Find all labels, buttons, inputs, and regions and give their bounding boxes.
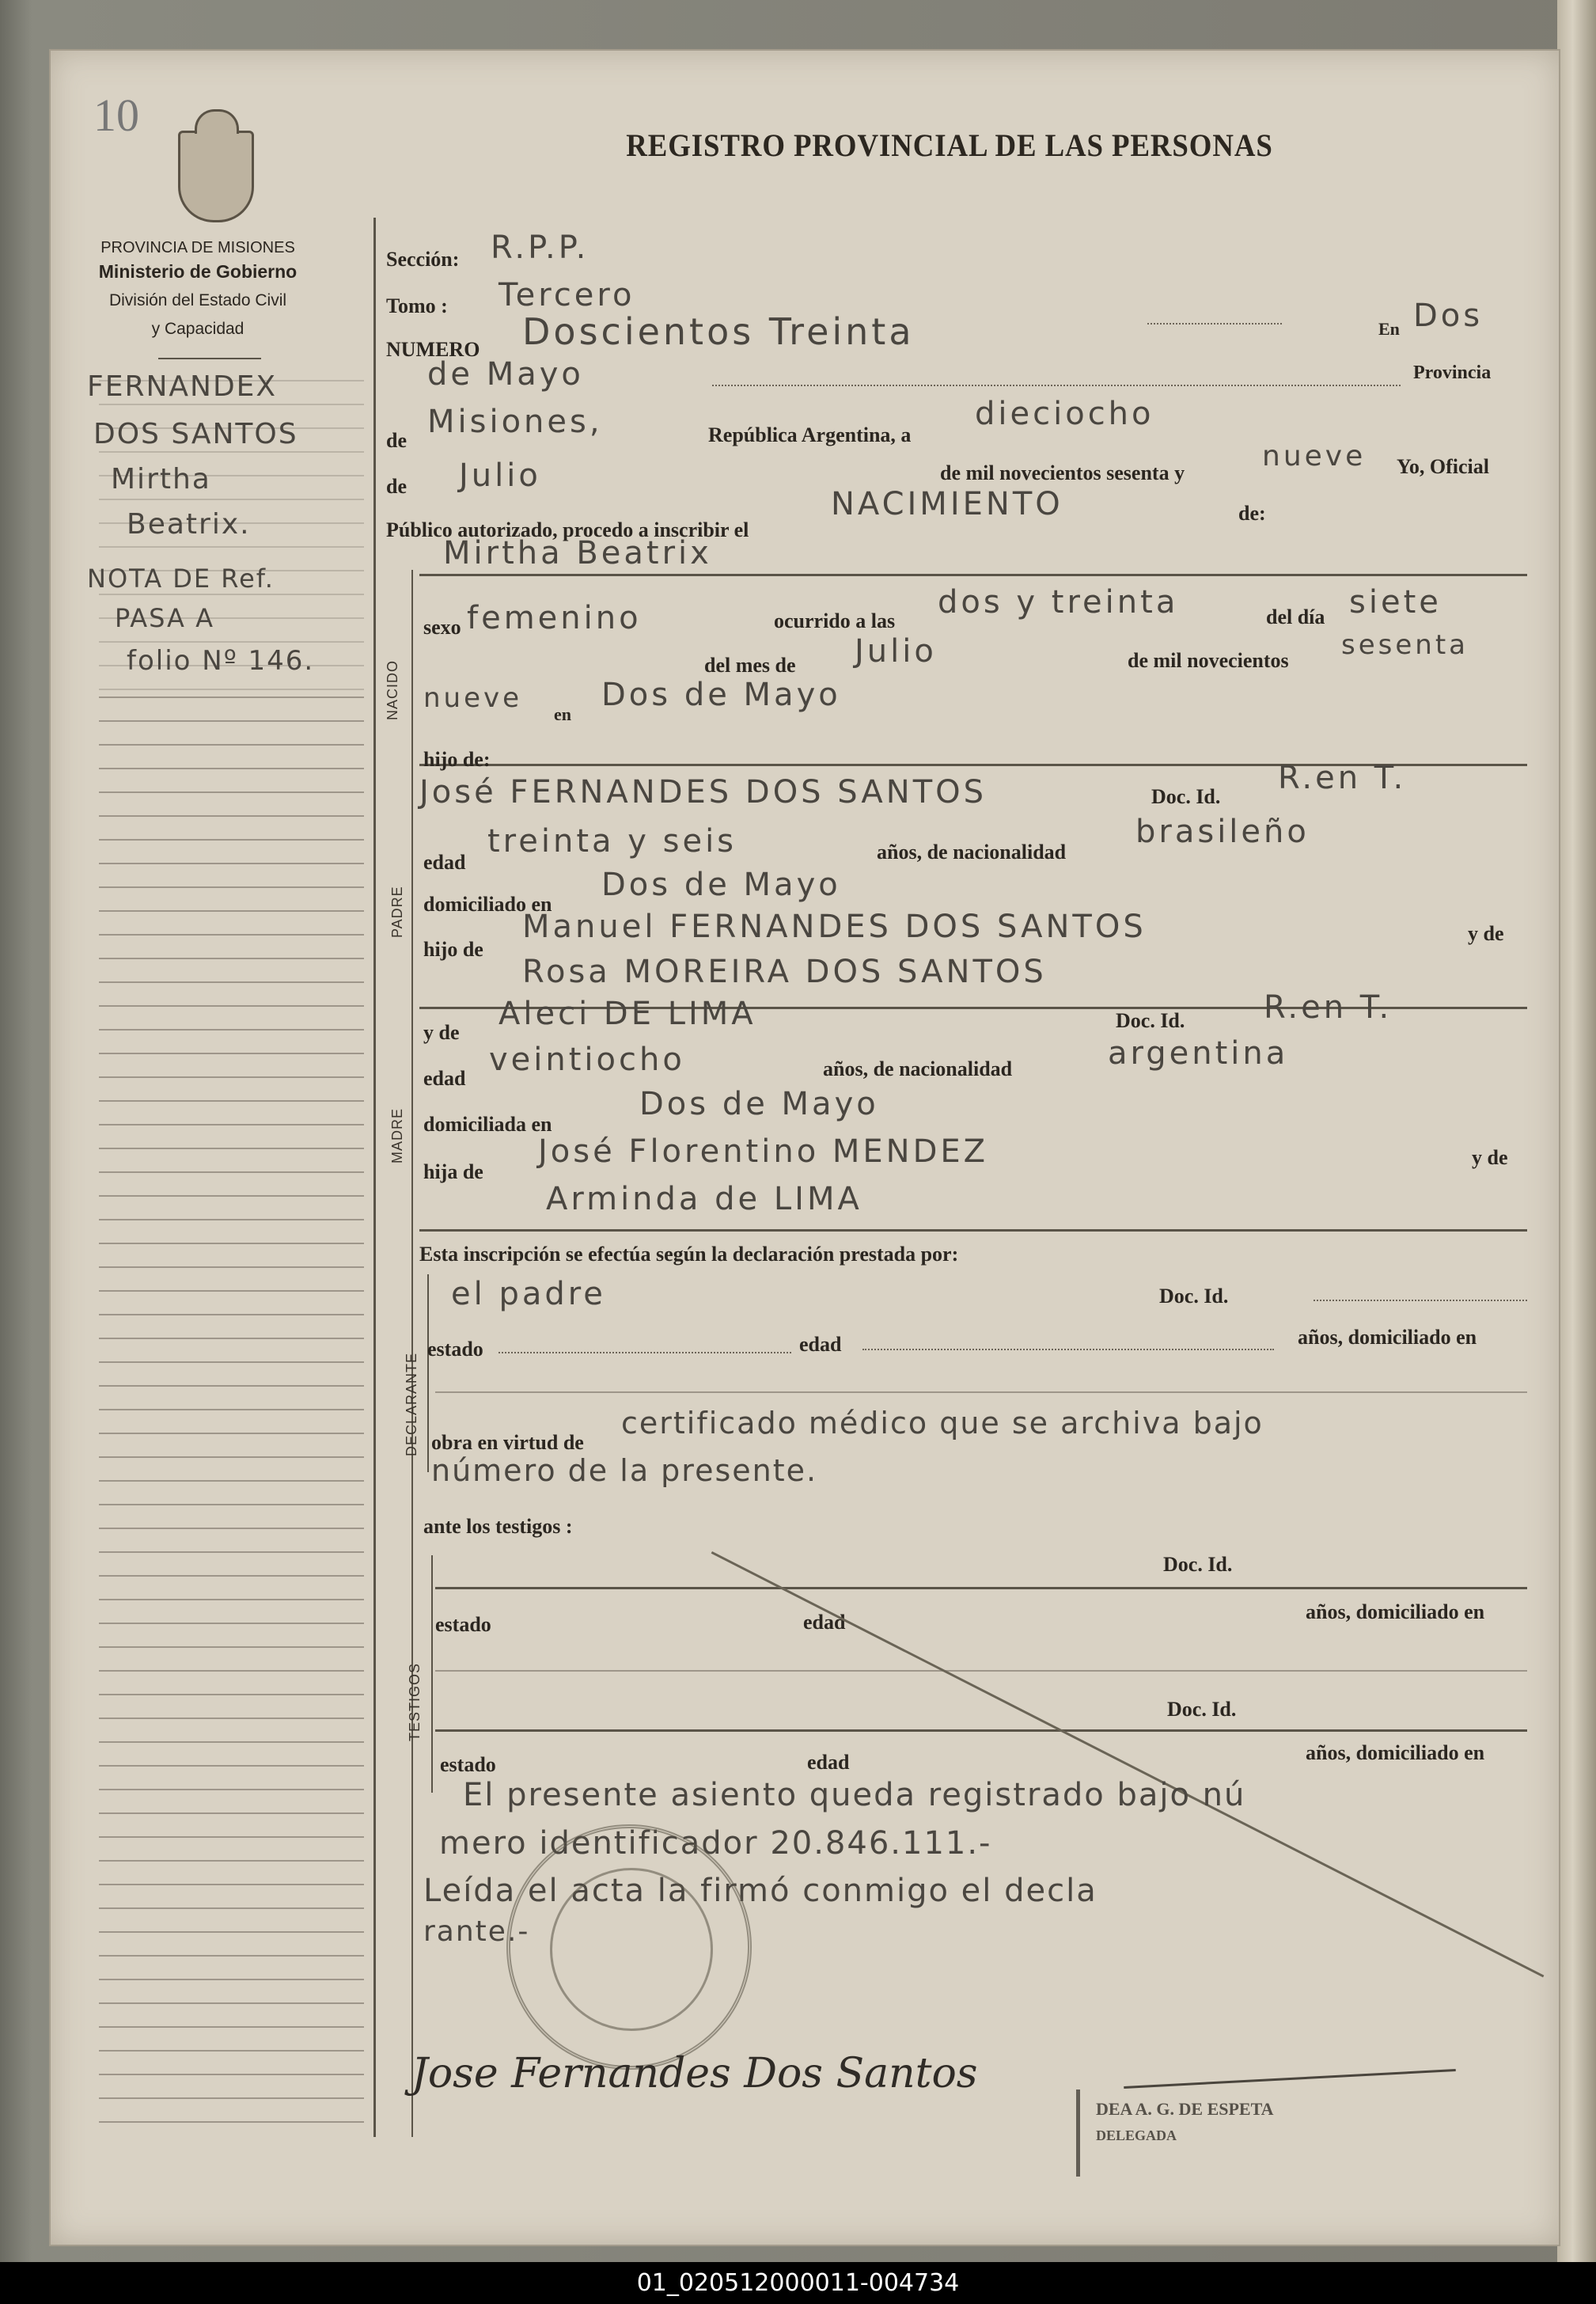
value-padre-doc: R.en T. xyxy=(1278,760,1407,796)
margin-rule-line xyxy=(99,1646,364,1648)
label-provincia: Provincia xyxy=(1413,362,1492,383)
margin-rule-line xyxy=(99,1338,364,1339)
margin-rule-line xyxy=(99,1765,364,1767)
margin-rule-line xyxy=(99,1480,364,1482)
label-del-dia: del día xyxy=(1266,605,1325,628)
margin-rule-line xyxy=(99,1456,364,1458)
divider xyxy=(158,358,261,359)
value-dia: dieciocho xyxy=(975,396,1154,432)
section-line xyxy=(435,1729,1527,1732)
province-name: PROVINCIA DE MISIONES xyxy=(100,239,295,256)
value-madre-doc: R.en T. xyxy=(1264,989,1393,1026)
value-abuelo-m: José Florentino MENDEZ xyxy=(538,1133,989,1170)
margin-rule-line xyxy=(99,1385,364,1387)
label-estado: estado xyxy=(427,1338,483,1361)
margin-rule-line xyxy=(99,1812,364,1814)
margin-rule-line xyxy=(99,1694,364,1695)
margin-rule-line xyxy=(99,910,364,912)
margin-rule-line xyxy=(99,499,364,500)
margin-rule-line xyxy=(99,1718,364,1719)
signature: Jose Fernandes Dos Santos xyxy=(411,2050,978,2097)
margin-rule-line xyxy=(99,1575,364,1577)
side-label-padre: PADRE xyxy=(389,886,405,938)
margin-rule-line xyxy=(99,2026,364,2028)
label-domiciliada: domiciliada en xyxy=(423,1113,552,1136)
margin-rule-line xyxy=(99,1148,364,1149)
label-y-de-3: y de xyxy=(1472,1146,1508,1169)
value-de-mayo: de Mayo xyxy=(427,356,584,393)
label-de-3: de: xyxy=(1238,502,1266,525)
margin-rule-line xyxy=(99,2002,364,2004)
margin-rule-line xyxy=(99,720,364,722)
label-estado-3: estado xyxy=(440,1753,496,1776)
value-madre: Aleci DE LIMA xyxy=(499,996,756,1032)
value-madre-dom: Dos de Mayo xyxy=(639,1086,879,1122)
label-anos-dom: años, domiciliado en xyxy=(1298,1326,1477,1349)
label-edad-4: edad xyxy=(803,1611,846,1634)
label-anos-nac: años, de nacionalidad xyxy=(877,841,1067,864)
margin-rule-line xyxy=(99,2050,364,2052)
margin-rule-line xyxy=(99,1907,364,1909)
section-line xyxy=(419,1229,1527,1232)
margin-rule-line xyxy=(99,2074,364,2075)
value-numero: Doscientos Treinta xyxy=(522,310,915,353)
margin-rule-line xyxy=(99,1623,364,1624)
section-divider xyxy=(431,1555,433,1793)
label-edad-5: edad xyxy=(807,1751,850,1774)
official-seal xyxy=(506,1824,752,2070)
margin-rule-line xyxy=(99,886,364,888)
label-edad-2: edad xyxy=(423,1067,466,1090)
margin-surname-1: FERNANDEX xyxy=(87,370,278,403)
label-republica: República Argentina, a xyxy=(708,423,912,446)
margin-rule-line xyxy=(99,1955,364,1957)
margin-rule-line xyxy=(99,1433,364,1434)
margin-rule-line xyxy=(99,1076,364,1078)
label-tomo: Tomo : xyxy=(386,294,448,317)
value-hora: dos y treinta xyxy=(938,584,1179,621)
margin-note-1: NOTA DE Ref. xyxy=(87,564,275,594)
margin-rule-line xyxy=(99,839,364,841)
label-esta-inscripcion: Esta inscripción se efectúa según la declaración prestada por: xyxy=(419,1243,959,1266)
margin-rule-line xyxy=(99,1053,364,1054)
page-title: REGISTRO PROVINCIAL DE LAS PERSONAS xyxy=(626,127,1273,163)
side-label-declarante: DECLARANTE xyxy=(404,1352,419,1456)
value-mes-nac: Julio xyxy=(855,633,937,670)
value-tomo: Tercero xyxy=(499,277,635,313)
margin-rule-line xyxy=(99,1931,364,1933)
margin-rule-line xyxy=(99,815,364,817)
label-doc-id-4: Doc. Id. xyxy=(1163,1553,1233,1576)
margin-name-1: Mirtha xyxy=(111,463,211,495)
margin-rule-line xyxy=(99,1029,364,1031)
margin-rule-line xyxy=(99,1124,364,1125)
margin-rule-line xyxy=(99,1599,364,1600)
margin-rule-line xyxy=(99,1005,364,1007)
label-de-mil: de mil novecientos sesenta y xyxy=(940,461,1185,484)
value-mes: Julio xyxy=(459,457,541,494)
label-yo-oficial: Yo, Oficial xyxy=(1397,455,1489,478)
label-doc-id-2: Doc. Id. xyxy=(1116,1009,1185,1032)
margin-rule-line xyxy=(99,1836,364,1838)
label-edad: edad xyxy=(423,851,466,874)
label-en: En xyxy=(1378,319,1400,339)
margin-surname-2: DOS SANTOS xyxy=(93,418,298,450)
value-padre-dom: Dos de Mayo xyxy=(601,867,841,903)
value-ano-nac: sesenta xyxy=(1341,629,1469,661)
delegate-stamp xyxy=(1076,2090,1381,2177)
value-abuelo: Manuel FERNANDES DOS SANTOS xyxy=(522,909,1147,945)
fill-line xyxy=(499,1352,791,1353)
value-acto: NACIMIENTO xyxy=(831,486,1063,522)
value-lugar: Dos de Mayo xyxy=(601,677,841,713)
label-seccion: Sección: xyxy=(386,248,460,271)
margin-rule-line xyxy=(99,863,364,864)
value-seccion: R.P.P. xyxy=(491,230,589,266)
label-de: de xyxy=(386,429,407,452)
margin-rule-line xyxy=(99,1409,364,1410)
margin-rule-line xyxy=(99,1171,364,1173)
margin-rule-line xyxy=(99,1551,364,1553)
label-del-mes: del mes de xyxy=(704,654,796,677)
margin-rule-line xyxy=(99,1314,364,1315)
label-publico: Público autorizado, procedo a inscribir el xyxy=(386,518,749,541)
margin-rule-line xyxy=(99,1195,364,1197)
value-declarante: el padre xyxy=(451,1276,606,1312)
margin-rule-line xyxy=(99,697,364,698)
delegate-stamp-title: DELEGADA xyxy=(1096,2127,1177,2143)
margin-rule-line xyxy=(99,1100,364,1102)
margin-rule-line xyxy=(99,1979,364,1980)
margin-name-2: Beatrix. xyxy=(127,508,251,541)
margin-note-2: PASA A xyxy=(115,603,214,633)
value-certificado: certificado médico que se archiva bajo xyxy=(621,1406,1264,1440)
value-dia-nac: siete xyxy=(1349,584,1442,621)
value-madre-nac: argentina xyxy=(1108,1035,1289,1072)
page-number: 10 xyxy=(93,89,139,141)
margin-rule-line xyxy=(99,744,364,746)
margin-rule-line xyxy=(99,546,364,548)
image-caption: 01_020512000011-004734 xyxy=(0,2262,1596,2304)
margin-rule-line xyxy=(99,1243,364,1244)
margin-rule-line xyxy=(99,451,364,453)
section-line xyxy=(435,1587,1527,1589)
value-abuela: Rosa MOREIRA DOS SANTOS xyxy=(522,954,1047,990)
label-hija-de: hija de xyxy=(423,1160,483,1183)
label-hijo-de-2: hijo de xyxy=(423,938,483,961)
margin-rule-line xyxy=(99,1266,364,1268)
margin-rule-line xyxy=(99,404,364,405)
label-doc-id-3: Doc. Id. xyxy=(1159,1285,1229,1308)
margin-rule-line xyxy=(99,1290,364,1292)
value-padre-edad: treinta y seis xyxy=(487,823,737,860)
label-doc-id-5: Doc. Id. xyxy=(1167,1698,1237,1721)
division-name: División del Estado Civil xyxy=(108,291,287,309)
note-line-4: rante.- xyxy=(423,1915,530,1948)
margin-rule-line xyxy=(99,1504,364,1505)
value-ano-nac-2: nueve xyxy=(423,682,523,714)
book-binding xyxy=(1557,0,1596,2262)
section-divider xyxy=(427,1274,429,1472)
label-de-2: de xyxy=(386,475,407,498)
side-label-testigos: TESTIGOS xyxy=(407,1662,423,1741)
value-certificado-2: número de la presente. xyxy=(431,1453,818,1488)
label-y-de-2: y de xyxy=(423,1021,460,1044)
label-anos-nac-2: años, de nacionalidad xyxy=(823,1057,1013,1080)
margin-rule-line xyxy=(99,1219,364,1220)
margin-rule-line xyxy=(99,1670,364,1672)
margin-rule-line xyxy=(99,934,364,936)
margin-note-3: folio Nº 146. xyxy=(127,645,315,677)
label-edad-3: edad xyxy=(799,1333,842,1356)
margin-rule-line xyxy=(99,2097,364,2099)
margin-rule-line xyxy=(99,1528,364,1529)
fill-line xyxy=(712,385,1401,386)
fill-line xyxy=(862,1349,1274,1350)
margin-rule-line xyxy=(99,768,364,769)
margin-rule-line xyxy=(99,2121,364,2123)
rule-line xyxy=(435,1391,1527,1393)
value-misiones: Misiones, xyxy=(427,404,603,440)
label-ocurrido: ocurrido a las xyxy=(774,609,896,632)
coat-of-arms-icon xyxy=(178,131,254,222)
value-padre: José FERNANDES DOS SANTOS xyxy=(419,774,988,810)
note-line-2: mero identificador 20.846.111.- xyxy=(439,1825,992,1862)
value-ano: nueve xyxy=(1262,440,1367,473)
margin-rule-line xyxy=(99,1789,364,1790)
value-madre-edad: veintiocho xyxy=(489,1042,685,1078)
margin-rule-line xyxy=(99,791,364,793)
margin-rule-line xyxy=(99,594,364,595)
value-padre-nac: brasileño xyxy=(1135,814,1310,850)
label-hijo-de: hijo de: xyxy=(423,748,491,771)
label-estado-2: estado xyxy=(435,1613,491,1636)
note-line-3: Leída el acta la firmó conmigo el decla xyxy=(423,1873,1097,1909)
note-line-1: El presente asiento queda registrado bajo nú xyxy=(463,1777,1246,1813)
label-domiciliado: domiciliado en xyxy=(423,893,552,916)
label-sexo: sexo xyxy=(423,616,461,639)
margin-rule-line xyxy=(99,689,364,690)
fill-line xyxy=(1314,1300,1527,1301)
label-anos-dom-2: años, domiciliado en xyxy=(1306,1600,1485,1623)
label-ante: ante los testigos : xyxy=(423,1515,573,1538)
margin-rule-line xyxy=(99,1860,364,1862)
label-obra: obra en virtud de xyxy=(431,1431,584,1454)
label-en-2: en xyxy=(554,704,571,724)
rule-line xyxy=(435,1670,1527,1672)
value-sexo: femenino xyxy=(467,600,642,636)
capacity-name: y Capacidad xyxy=(151,320,245,338)
label-de-mil-2: de mil novecientos xyxy=(1128,649,1289,672)
label-anos-dom-3: años, domiciliado en xyxy=(1306,1741,1485,1764)
side-label-nacido: NACIDO xyxy=(385,659,400,720)
label-y-de: y de xyxy=(1468,922,1504,945)
fill-line xyxy=(1147,323,1282,325)
delegate-stamp-name: DEA A. G. DE ESPETA xyxy=(1096,2099,1274,2119)
section-line xyxy=(419,574,1527,576)
margin-rule-line xyxy=(99,958,364,959)
margin-rule-line xyxy=(99,1361,364,1363)
value-abuela-m: Arminda de LIMA xyxy=(546,1181,862,1217)
label-doc-id: Doc. Id. xyxy=(1151,785,1221,808)
margin-divider xyxy=(373,218,376,2137)
value-nombre: Mirtha Beatrix xyxy=(443,535,712,571)
value-en-dos: Dos xyxy=(1413,298,1484,334)
side-label-madre: MADRE xyxy=(389,1107,405,1163)
ministry-name: Ministerio de Gobierno xyxy=(98,261,298,282)
margin-rule-line xyxy=(99,1884,364,1885)
margin-rule-line xyxy=(99,981,364,983)
margin-rule-line xyxy=(99,1741,364,1743)
margin-rule-line xyxy=(99,641,364,643)
label-numero: NUMERO xyxy=(386,338,480,361)
